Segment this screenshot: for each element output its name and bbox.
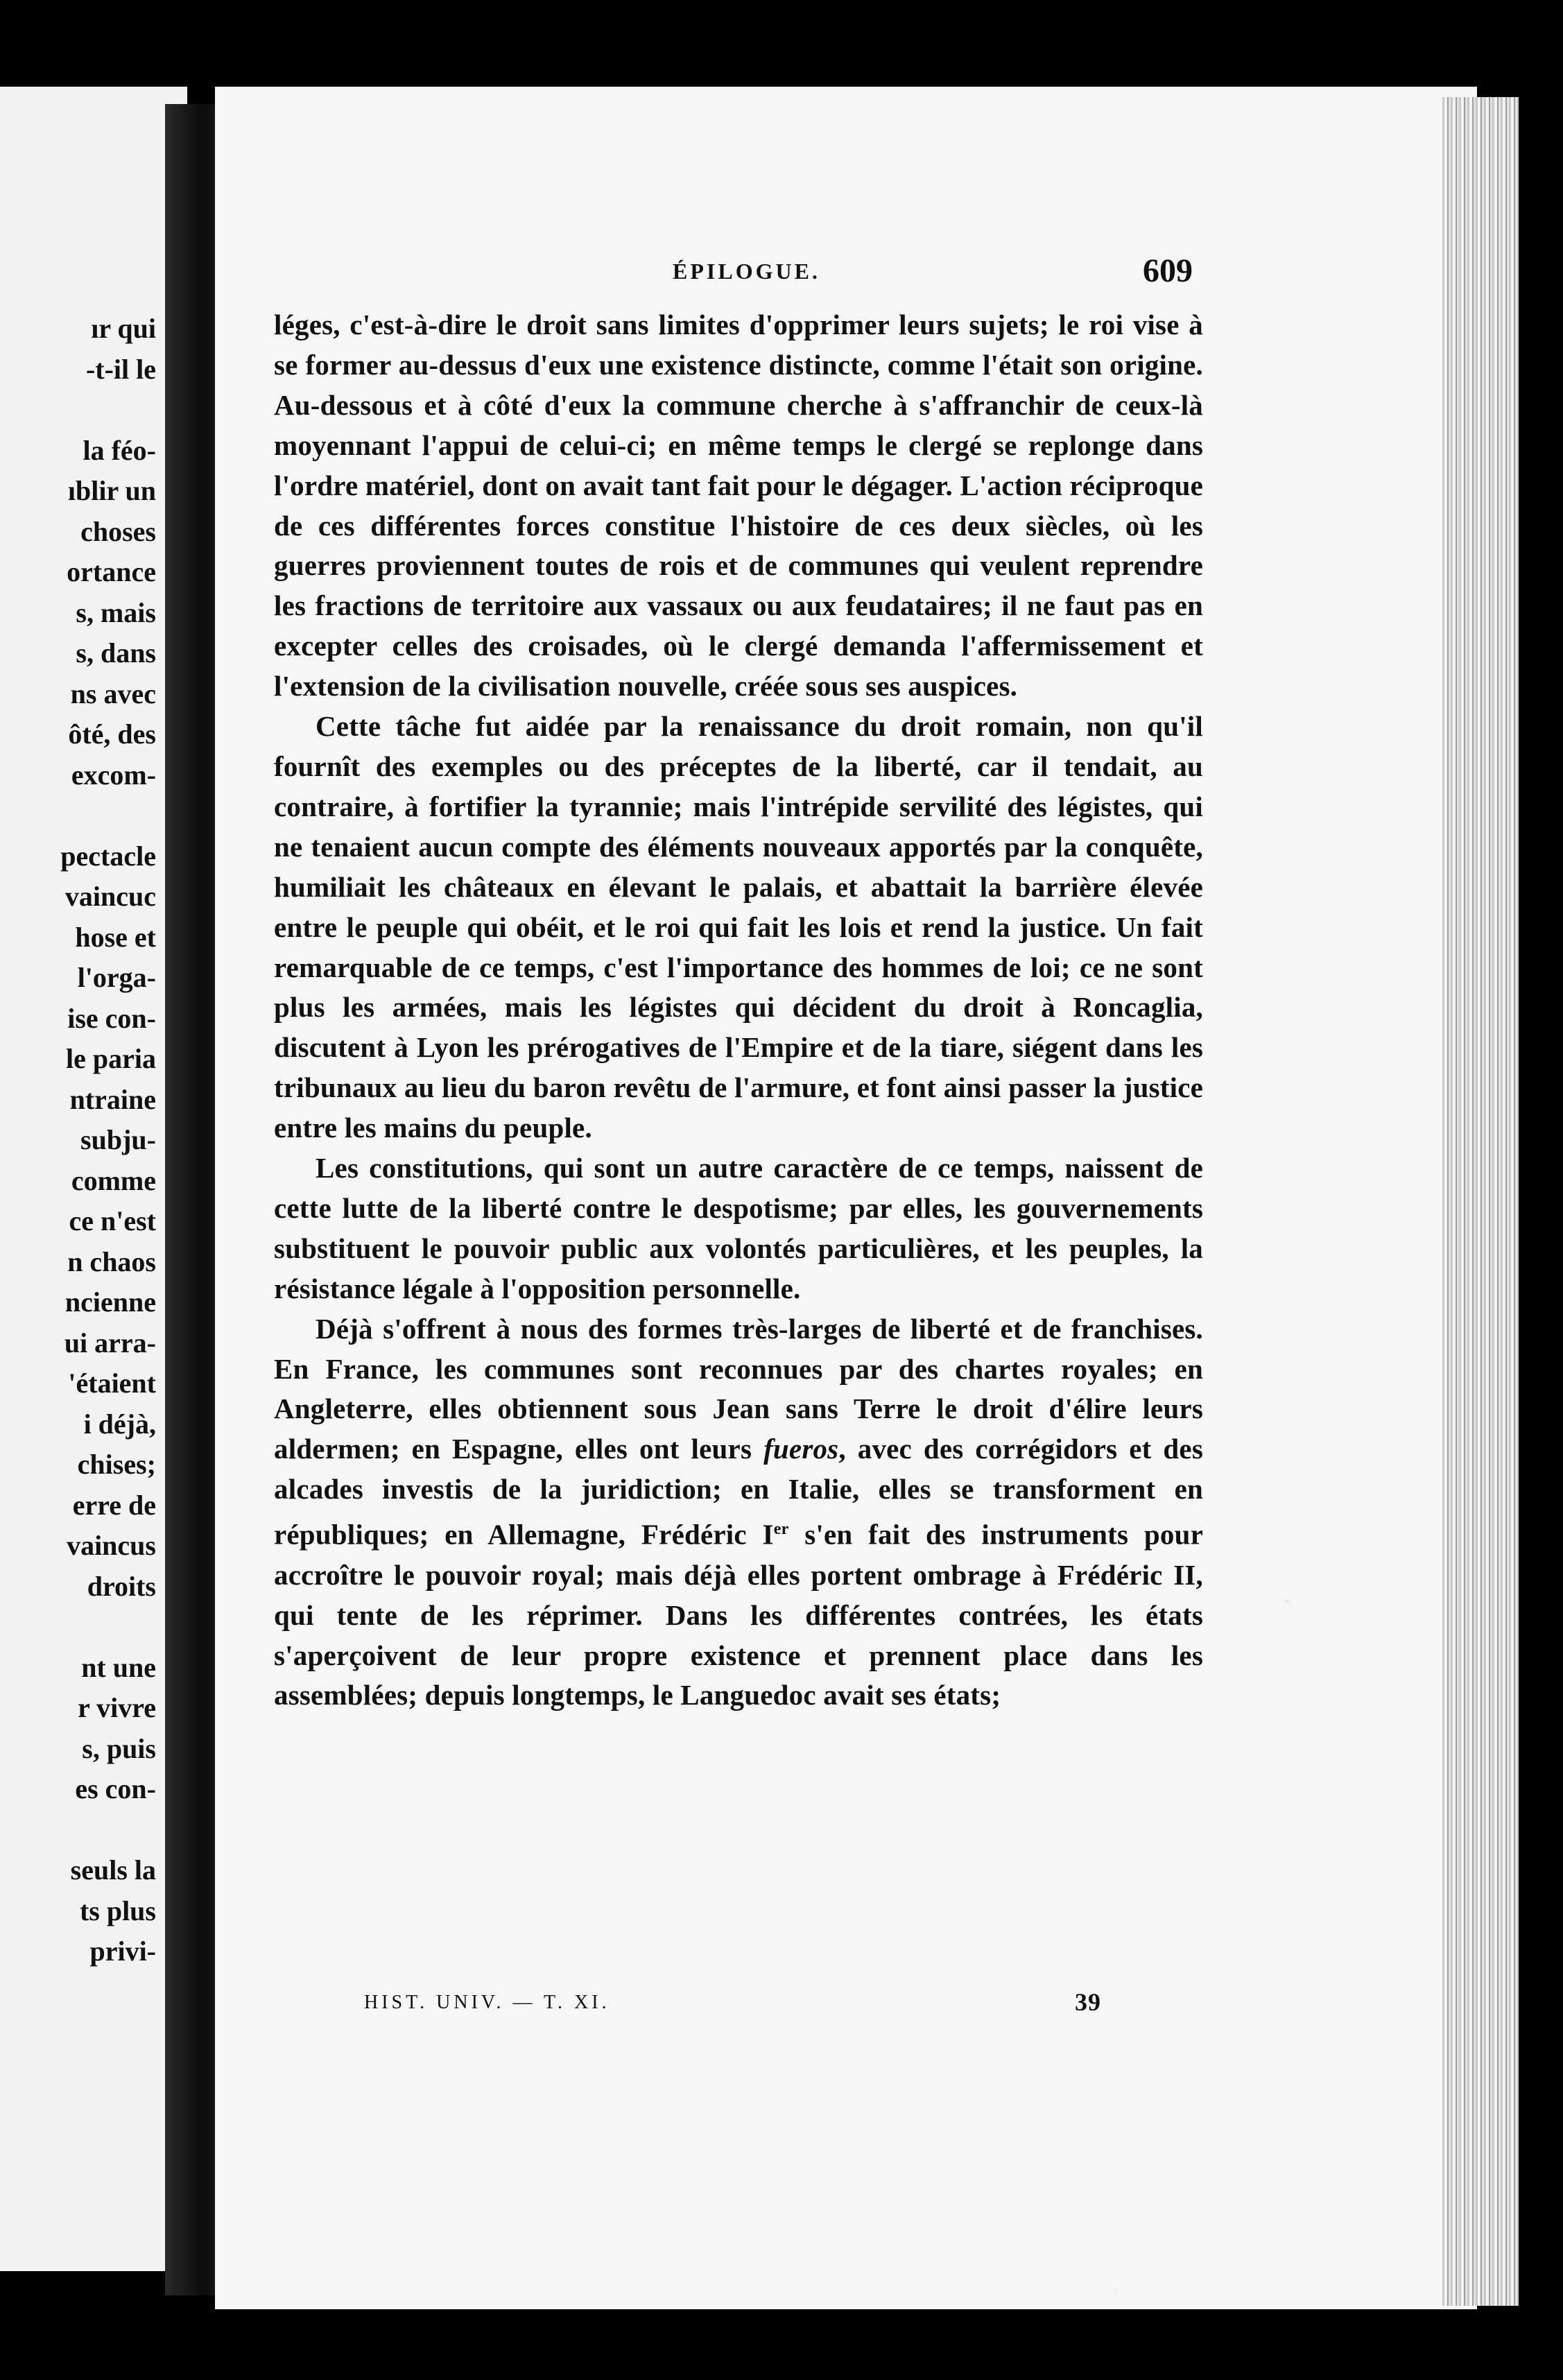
previous-page-line: vaincus (67, 1530, 156, 1561)
signature-number: 39 (1075, 1988, 1101, 2016)
previous-page-text (0, 309, 156, 1972)
page-number: 609 (1143, 252, 1193, 289)
previous-page-line: choses (80, 515, 156, 547)
page-header (277, 163, 1193, 289)
previous-page-line: la féo- (83, 434, 156, 466)
scan-speck (1113, 2288, 1117, 2293)
previous-page-line: ui arra- (64, 1327, 156, 1359)
previous-page-line: droits (87, 1570, 156, 1602)
previous-page-line: s, mais (76, 596, 156, 628)
previous-page-line: ntraine (69, 1083, 156, 1115)
paragraph-4 (274, 1309, 1203, 1716)
paragraph-3: Les constitutions, qui sont un autre caractère de ce temps, naissent de cette lutte de la liberté contre le despotisme; par elles, les gouvernements substituent le pouvoir public aux volontés particulières, et les peuples, la résistance légale à l'opposition personnelle. (274, 1152, 1203, 1304)
body-text (274, 305, 1203, 1716)
previous-page-line: i déjà, (83, 1408, 156, 1440)
previous-page-line (0, 390, 156, 431)
previous-page-line: -t-il le (85, 353, 156, 385)
previous-page-line: ôté, des (68, 718, 156, 750)
previous-page-line: ts plus (79, 1895, 156, 1926)
previous-page-line: subju- (80, 1124, 156, 1155)
ordinal-superscript: er (773, 1520, 789, 1539)
running-title: ÉPILOGUE. (673, 259, 820, 284)
previous-page-line: es con- (75, 1773, 156, 1804)
previous-page-line: vaincuc (64, 881, 156, 912)
previous-page-line: ortance (67, 556, 156, 587)
previous-page-line: chises; (77, 1449, 156, 1480)
previous-page-line: ncienne (64, 1286, 156, 1318)
previous-page-line: 'étaient (68, 1368, 156, 1399)
page-edges (1442, 97, 1519, 2306)
paragraph-4-part-1: Déjà s'offrent à nous des formes très-larges de liberté et de franchises. En France, les communes sont reconnues par des chartes royales; en Angleterre, elles obtiennent sous Jean sans Terre le droit d'élire leurs aldermen; en Espagne, elles ont leurs (274, 1312, 1203, 1465)
paragraph-4-part-2: , avec des corrégidors et des alcades investis de la juridiction; en Italie, elles se transforment en républiques; en Allemagne, Frédéric I (274, 1433, 1203, 1551)
previous-page-line: ise con- (67, 1002, 156, 1034)
previous-page-line: s, dans (76, 637, 156, 669)
previous-page-line: l'orga- (77, 962, 156, 993)
paragraph-1: léges, c'est-à-dire le droit sans limites d'opprimer leurs sujets; le roi vise à se former au-dessus d'eux une existence distincte, comme l'était son origine. Au-dessous et à côté d'eux la commune cherche à s'affranchir de ceux-là moyennant l'appui de celui-ci; en même temps le clergé se replonge dans l'ordre matériel, dont on avait tant fait pour le dégager. L'action réciproque de ces différentes forces constitue l'histoire de ces deux siècles, où les guerres proviennent toutes de rois et de communes qui veulent reprendre les fractions de territoire aux vassaux ou aux feudataires; il ne faut pas en excepter celles des croisades, où le clergé demanda l'affermissement et l'extension de la civilisation nouvelle, créée sous ses auspices. (274, 309, 1203, 702)
fueros-term: fueros (763, 1433, 839, 1465)
page-footer (364, 1988, 1127, 2026)
previous-page-line (0, 1607, 156, 1648)
previous-page-line (0, 1810, 156, 1851)
scan-speck (1284, 1598, 1290, 1604)
previous-page-line: comme (71, 1164, 156, 1196)
previous-page-line: seuls la (70, 1854, 156, 1886)
previous-page-line: n chaos (67, 1245, 156, 1277)
previous-page-line: le paria (66, 1043, 156, 1074)
paragraph-4-part-3: s'en fait des instruments pour accroître le pouvoir royal; mais déjà elles portent ombrage à Frédéric II, qui tente de les réprimer. Dans les différentes contrées, les états s'aperçoivent de leur propre existence et prennent place dans les assemblées; depuis longtemps, le Languedoc avait ses états; (274, 1518, 1203, 1711)
previous-page-line: ır qui (91, 313, 156, 344)
printer-signature: HIST. UNIV. — T. XI. (364, 1992, 610, 2013)
previous-page-line: pectacle (60, 840, 156, 872)
previous-page-line: ce n'est (69, 1205, 156, 1236)
previous-page-line: excom- (71, 759, 156, 791)
previous-page-line: ns avec (70, 678, 156, 709)
paragraph-2: Cette tâche fut aidée par la renaissance du droit romain, non qu'il fournît des exemples ou des préceptes de la liberté, car il tendait, au contraire, à fortifier la tyrannie; mais l'intrépide servilité des légistes, qui ne tenaient aucun compte des éléments nouveaux apportés par la conquête, humiliait les châteaux en élevant le palais, et abattait la barrière élevée entre le peuple qui obéit, et le roi qui fait les lois et rend la justice. Un fait remarquable de ce temps, c'est l'importance des hommes de loi; ce ne sont plus les armées, mais les légistes qui décident du droit à Roncaglia, discutent à Lyon les prérogatives de l'Empire et de la tiare, siégent dans les tribunaux au lieu du baron revêtu de l'armure, et font ainsi passer la justice entre les mains du peuple. (274, 710, 1203, 1144)
previous-page-line: ıblir un (67, 475, 156, 506)
previous-page-line: s, puis (82, 1732, 156, 1764)
previous-page-line: r vivre (78, 1692, 156, 1723)
previous-page-line: nt une (81, 1651, 156, 1683)
previous-page-line: hose et (75, 921, 156, 953)
previous-page-fragment (0, 87, 187, 2271)
previous-page-line (0, 795, 156, 836)
previous-page-line: privi- (89, 1935, 156, 1967)
previous-page-line: erre de (72, 1489, 156, 1521)
